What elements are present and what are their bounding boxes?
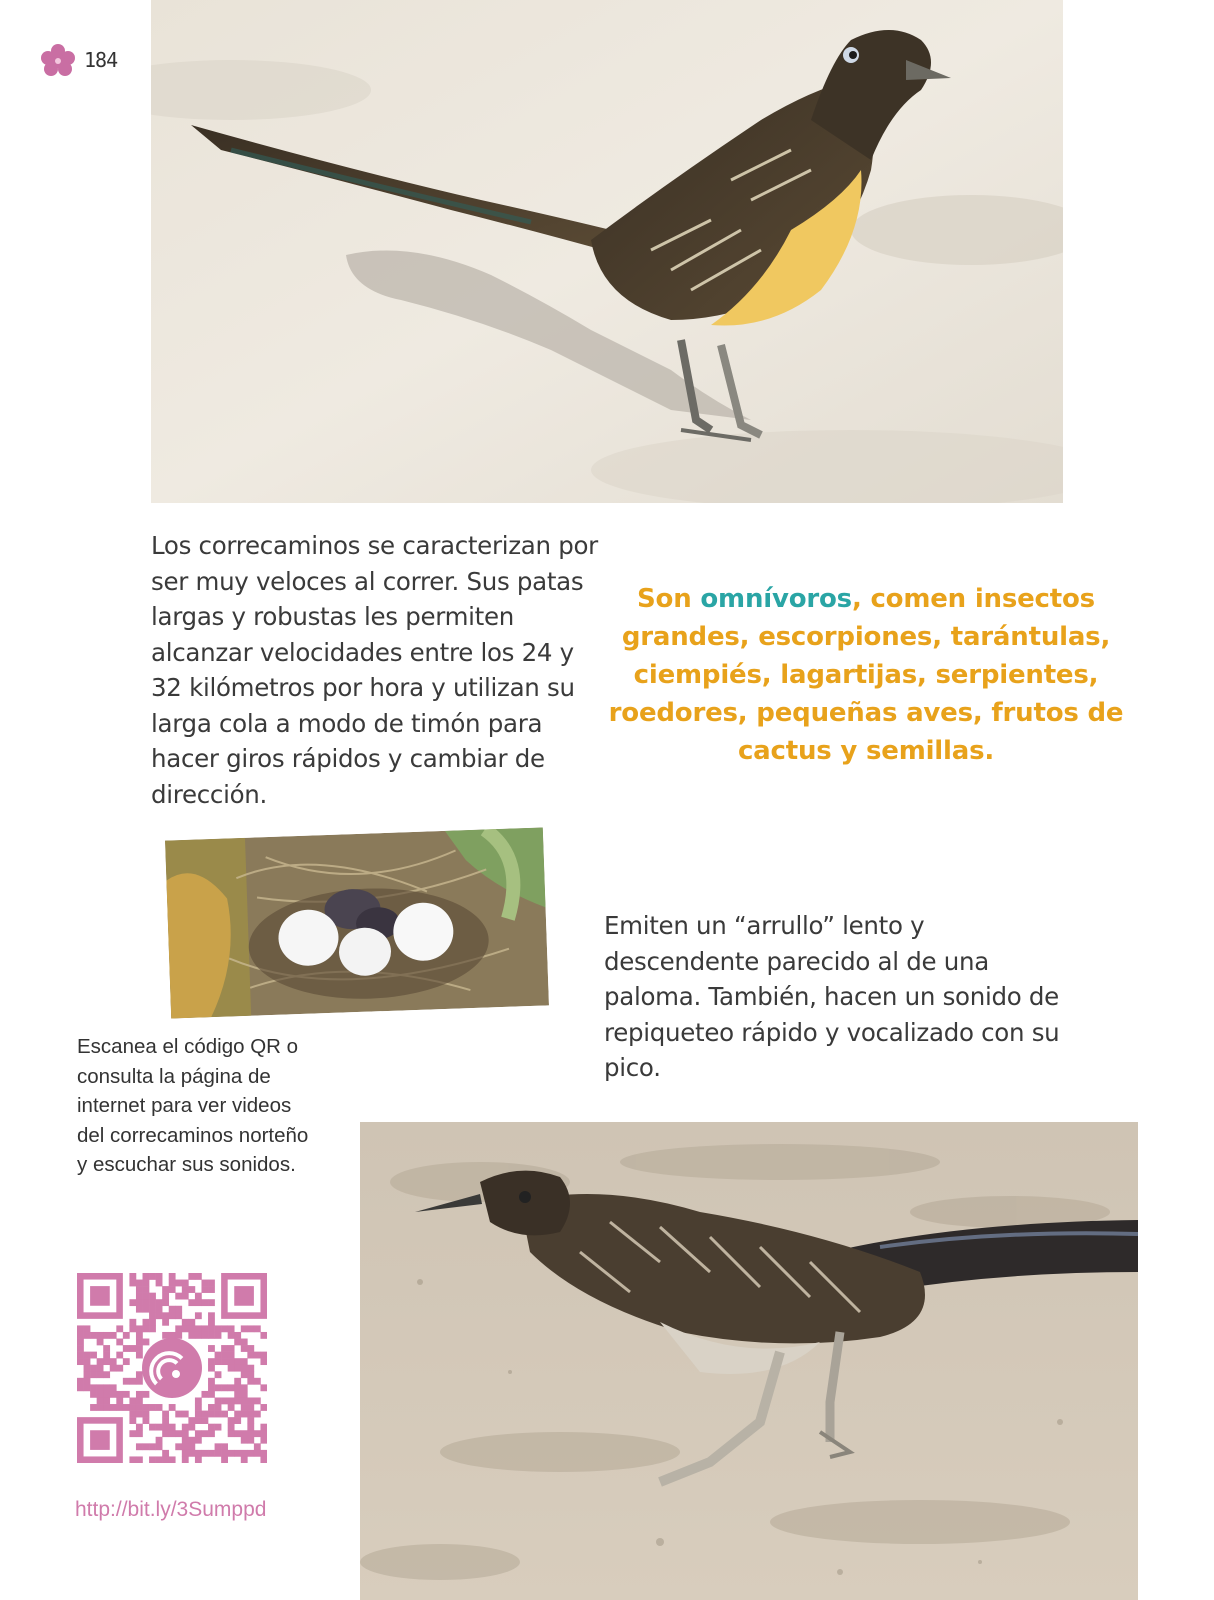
- page-number: 184: [84, 48, 118, 72]
- roadrunner-standing-photo: [151, 0, 1063, 503]
- qr-finder-pattern: [77, 1273, 123, 1319]
- qr-code[interactable]: [77, 1273, 267, 1463]
- flower-icon: [40, 43, 76, 77]
- qr-finder-pattern: [77, 1417, 123, 1463]
- diet-food-list-text: , comen insectos grandes, escorpiones, tarántulas, ciempiés, lagartijas, serpientes, roedores, pequeñas aves, frutos de cactus y semillas.: [608, 584, 1124, 766]
- roadrunner-running-photo: [360, 1122, 1138, 1600]
- diet-lead-text: Son: [637, 584, 692, 614]
- page-number-header: [40, 40, 117, 80]
- sounds-description-paragraph: Emiten un “arrullo” lento y descendente parecido al de una paloma. También, hacen un sonido de repiqueteo rápido y vocalizado con su pico.: [604, 911, 1060, 1082]
- videos-url-link[interactable]: http://bit.ly/3Sumppd: [75, 1498, 267, 1521]
- diet-description-paragraph: [600, 580, 1132, 770]
- qr-finder-pattern: [221, 1273, 267, 1319]
- qr-instructions-text: Escanea el código QR o consulta la página de internet para ver videos del correcaminos norteño y escuchar sus sonidos.: [77, 1035, 309, 1176]
- roadrunner-nest-photo: [165, 827, 549, 1018]
- omnivores-highlight-text: omnívoros: [700, 584, 852, 614]
- speed-description-paragraph: Los correcaminos se caracterizan por ser muy veloces al correr. Sus patas largas y robustas les permiten alcanzar velocidades entre los 24 y 32 kilómetros por hora y utilizan su larga cola a modo de timón para hacer giros rápidos y cambiar de dirección.: [151, 531, 598, 809]
